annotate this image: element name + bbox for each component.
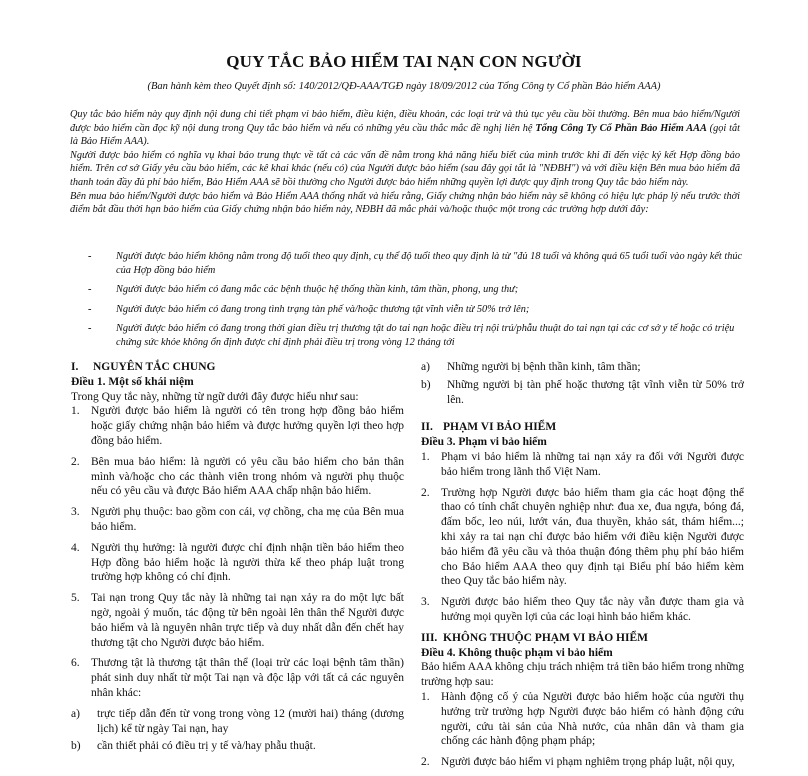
sub-item-text: trực tiếp dẫn đến từ vong trong vòng 12 (mười hai) tháng (dương lịch) kể từ ngày Tai nạn, hay [97,707,404,735]
exclusion-bullet-list [88,250,743,356]
section-3-heading [421,631,744,646]
bullet-item [88,250,743,277]
definition-item [71,455,404,499]
definition-item [71,404,404,448]
item-text: Bên mua bảo hiểm: là người có yêu cầu bảo hiểm cho bản thân mình và/hoặc cho các thành viên trong nhóm và người phụ thuộc nếu có yêu cầu và được Bảo hiểm AAA chấp nhận bảo hiểm. [91,455,404,498]
bullet-marker: - [88,284,92,296]
bullet-text: Người được bảo hiểm có đang trong tình trạng tàn phế và/hoặc thương tật vĩnh viễn từ 50% trở lên; [116,303,530,315]
item-number: 5. [71,592,80,605]
intro-p1-text-b: (gọi tắt là Bảo Hiểm AAA). [70,122,740,148]
document-subtitle: (Ban hành kèm theo Quyết định số: 140/2012/QĐ-AAA/TGĐ ngày 18/09/2012 của Tổng Công ty Cổ phần Bảo hiểm AAA) [147,81,661,92]
exclusion-item [421,690,744,749]
bullet-text: Người được bảo hiểm có đang trong thời gian điều trị thương tật do tai nạn hoặc điều trị nội trú/phẫu thuật do tai nạn tại các cơ sở y tế hoặc có triệu chứng sức khỏe không ổn định được chỉ định phải điều trị trong vòng 12 tháng tới [116,323,735,348]
right-column [421,360,744,776]
sub-item [71,739,404,754]
item-number: 1. [71,405,80,418]
section-title: KHÔNG THUỘC PHẠM VI BẢO HIỂM [443,631,648,644]
sub-item-letter: b) [71,740,81,753]
section-2-heading [421,420,744,435]
section-number: II. [421,421,433,434]
item-number: 2. [421,756,430,769]
sub-item-letter: a) [421,361,430,373]
section-title: NGUYÊN TẮC CHUNG [93,361,216,373]
item-text: Hành động cố ý của Người được bảo hiểm hoặc của người thụ hưởng trừ trường hợp Người được bảo hiểm có hành động cứu người, cứu tài sản của Nhà nước, của nhân dân và tham gia chống các hành động phạm pháp; [441,690,744,748]
item-text: Người được bảo hiểm là người có tên trong hợp đồng bảo hiểm hoặc giấy chứng nhận bảo hiểm và được hưởng quyền lợi theo hợp đồng bảo hiểm. [91,405,404,447]
item-number: 6. [71,657,80,670]
item-text: Người được bảo hiểm theo Quy tắc này vẫn được tham gia và hưởng mọi quyền lợi của các loại hình bảo hiểm khác. [441,596,744,623]
scope-item [421,486,744,590]
item-number: 1. [421,450,430,463]
item-number: 2. [421,486,430,499]
item-text: Tai nạn trong Quy tắc này là những tai nạn xảy ra do một lực bất ngờ, ngoài ý muốn, tác động từ bên ngoài lên thân thể Người được bảo hiểm và là nguyên nhân trực tiếp và duy nhất dẫn đến chết hay thương tật cho Người được bảo hiểm. [91,592,404,649]
article-1-intro: Trong Quy tắc này, những từ ngữ dưới đây được hiểu như sau: [71,390,359,403]
spacer [421,410,744,420]
definition-item [71,541,404,585]
bullet-marker: - [88,251,92,262]
section-title: PHẠM VI BẢO HIỂM [443,421,557,434]
scope-item [421,450,744,480]
item-text: Người phụ thuộc: bao gồm con cái, vợ chồng, cha mẹ của Bên mua bảo hiểm. [91,506,404,533]
sub-item [421,360,744,375]
sub-item [71,707,404,737]
bullet-item [88,303,743,317]
item-text: Phạm vi bảo hiểm là những tai nạn xảy ra đối với Người được bảo hiểm trong lãnh thổ Việt Nam. [441,450,744,478]
bullet-marker: - [88,323,92,335]
document-title: QUY TẮC BẢO HIỂM TAI NẠN CON NGƯỜI [226,52,582,71]
sub-item [421,378,744,408]
article-1-heading: Điều 1. Một số khái niệm [71,375,194,388]
item-text: Trường hợp Người được bảo hiểm tham gia các hoạt động thể thao có tính chất chuyên nghiệp như: đua xe, đua ngựa, bóng đá, đấm bốc, leo núi, lướt ván, đua thuyền, khảo sát, thám hiểm...; khi xảy ra tai nạn chỉ được bảo hiểm với điều kiện Người được bảo hiểm đã yêu cầu và thỏa thuận đóng thêm phụ phí bảo hiểm cho Bảo hiểm AAA theo quy định tại Biểu phí bảo hiểm kèm theo Quy tắc bảo hiểm này. [441,486,744,588]
article-4-heading: Điều 4. Không thuộc phạm vi bảo hiểm [421,646,613,659]
item-number: 1. [421,690,430,703]
definition-item [71,505,404,535]
sub-item-text: Những người bị bệnh thần kinh, tâm thần; [447,361,641,373]
item-text: Người thụ hưởng: là người được chỉ định nhận tiền bảo hiểm theo Hợp đồng bảo hiểm hoặc là người thừa kế theo pháp luật trong trường hợp không có chỉ định. [91,541,404,584]
company-name: Tổng Công Ty Cổ Phần Bảo Hiểm AAA [535,122,707,134]
sub-item-text: cần thiết phải có điều trị y tế và/hay phẫu thuật. [97,740,316,753]
item-text: Thương tật là thương tật thân thể (loại trừ các loại bệnh tâm thần) phát sinh duy nhất từ một Tai nạn và độc lập với tất cả các nguyên nhân khác: [91,657,404,699]
bullet-marker: - [88,303,92,315]
item-number: 3. [71,506,80,519]
bullet-item [88,322,743,349]
item-text: Người được bảo hiểm vi phạm nghiêm trọng pháp luật, nội quy, [441,756,735,769]
left-column [71,360,404,757]
definition-item [71,656,404,700]
sub-item-letter: a) [71,707,80,720]
bullet-text: Người được bảo hiểm không nằm trong độ tuổi theo quy định, cụ thể độ tuổi theo quy định là từ "đủ 18 tuổi và không quá 65 tuổi tuổi vào ngày kết thúc của Hợp đồng bảo hiểm [116,251,743,276]
item-number: 2. [71,455,80,468]
sub-item-letter: b) [421,378,431,391]
exclusion-item [421,755,744,770]
intro-p1-text-a: Quy tắc bảo hiểm này quy định nội dung chi tiết phạm vi bảo hiểm, điều kiện, điều khoản, các loại trừ và thủ tục yêu cầu bồi thường. Bên mua bảo hiểm/Người được bảo hiểm cần đọc kỹ nội dung trong Quy tắc bảo hiểm và nếu có những yêu cầu thắc mắc đề nghị liên hệ [70,109,740,134]
bullet-text: Người được bảo hiểm có đang mắc các bệnh thuộc hệ thống thần kinh, tâm thần, phong, ung thư; [116,284,519,296]
bullet-item [88,283,743,297]
item-number: 4. [71,541,80,554]
intro-paragraph-3: Bên mua bảo hiểm/Người được bảo hiểm và Bảo Hiểm AAA thống nhất và hiểu rằng, Giấy chứng nhận bảo hiểm này sẽ không có hiệu lực pháp lý nếu trước thời điểm bắt đầu thời hạn bảo hiểm của Giấy chứng nhận bảo hiểm này, NĐBH đã mắc phải và/hoặc thuộc một trong các trường hợp dưới đây: [70,190,740,216]
article-4-intro: Bảo hiểm AAA không chịu trách nhiệm trả tiền bảo hiểm trong những trường hợp sau: [421,661,744,689]
item-number: 3. [421,596,430,609]
sub-item-text: Những người bị tàn phế hoặc thương tật vĩnh viễn từ 50% trở lên. [447,378,744,406]
section-number: III. [421,631,438,644]
section-1-heading [71,360,404,375]
article-3-heading: Điều 3. Phạm vi bảo hiểm [421,436,547,449]
intro-paragraph-1 [70,108,740,149]
scope-item [421,595,744,625]
definition-item [71,591,404,650]
intro-paragraph-2: Người được bảo hiểm có nghĩa vụ khai báo trung thực về tất cả các vấn đề nằm trong khả năng hiểu biết của mình trước khi đi đến việc ký kết Hợp đồng bảo hiểm. Trên cơ sở Giấy yêu cầu bảo hiểm, các kê khai khác (nếu có) của Người được bảo hiểm (sau đây gọi tắt là "NĐBH") và với điều kiện Bên mua bảo hiểm đã thanh toán đầy đủ phí bảo hiểm, Bảo Hiểm AAA sẽ bồi thường cho Người được bảo hiểm những quyền lợi được quy định trong Quy tắc bảo hiểm này. [70,149,740,188]
section-number: I. [71,361,79,373]
intro-section [70,108,740,217]
